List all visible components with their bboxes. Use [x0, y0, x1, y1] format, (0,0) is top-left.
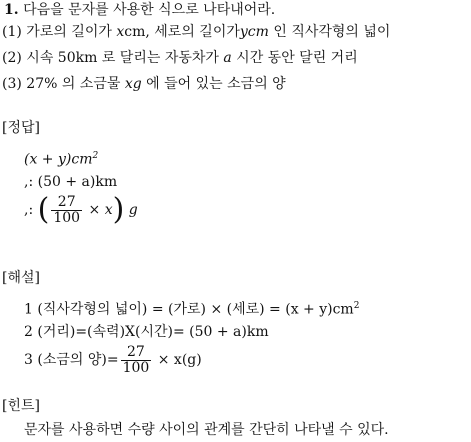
denominator: 100 — [53, 209, 81, 226]
problem-item-1 — [2, 22, 390, 42]
fraction — [121, 345, 152, 376]
superscript: 2 — [92, 151, 99, 161]
answer-line-1: $(x + y)cm^2$ — [24, 151, 99, 168]
denominator: 100 — [122, 359, 150, 376]
item-text: cm, 세로의 길이가 — [124, 24, 240, 40]
item-variable: ycm — [239, 24, 269, 40]
fraction — [51, 195, 82, 226]
item-number: (3) — [2, 76, 22, 92]
hint-text: 문자를 사용하면 수량 사이의 관계를 간단히 나타낼 수 있다. — [24, 422, 389, 438]
problem-heading — [4, 0, 275, 20]
item-variable: a — [223, 50, 232, 66]
problem-item-3 — [2, 74, 286, 94]
problem-item-2 — [2, 48, 358, 68]
explanation-line-3: 3 (소금의 양)= $\frac{27}{100}$ × x(g) — [24, 343, 202, 376]
item-text: 인 직사각형의 넓이 — [268, 24, 391, 40]
superscript: 2 — [353, 301, 360, 311]
explanation-line-1: 1 (직사각형의 넓이) = (가로) × (세로) = $(x + y)cm^2$ — [24, 301, 360, 318]
item-text: 27% 의 소금물 — [26, 76, 125, 92]
item-number: (2) — [2, 50, 22, 66]
item-variable: x — [116, 24, 125, 40]
item-text: 에 들어 있는 소금의 양 — [141, 76, 286, 92]
numerator: 27 — [121, 345, 152, 361]
problem-number: 1. — [4, 2, 19, 18]
item-text: 가로의 길이가 — [26, 24, 117, 40]
item-variable: xg — [124, 76, 142, 92]
answer-line-2 — [24, 172, 117, 192]
hint-header: [힌트] — [2, 398, 40, 414]
item-text: 시간 동안 달린 거리 — [231, 50, 358, 66]
answer-prefix: ,: — [24, 174, 38, 190]
answer-header: [정답] — [2, 120, 40, 136]
item-number: (1) — [2, 24, 22, 40]
numerator: 27 — [51, 195, 82, 211]
answer-line-3 — [24, 190, 138, 230]
answer-expression: × x — [84, 202, 113, 218]
close-paren: ) — [112, 192, 125, 227]
item-text: 시속 50km 로 달리는 자동차가 — [26, 50, 224, 66]
explanation-line-2: 2 (거리)=(속력)X(시간)= (50 + a)km — [24, 324, 269, 340]
problem-prompt: 다음을 문자를 사용한 식으로 나타내어라. — [23, 2, 276, 18]
open-paren: ( — [37, 192, 50, 227]
answer-prefix: ,: — [24, 202, 38, 218]
answer-expression: (50 + a)km — [37, 174, 118, 190]
answer-unit: g — [124, 202, 138, 218]
explanation-header: [해설] — [2, 270, 40, 286]
